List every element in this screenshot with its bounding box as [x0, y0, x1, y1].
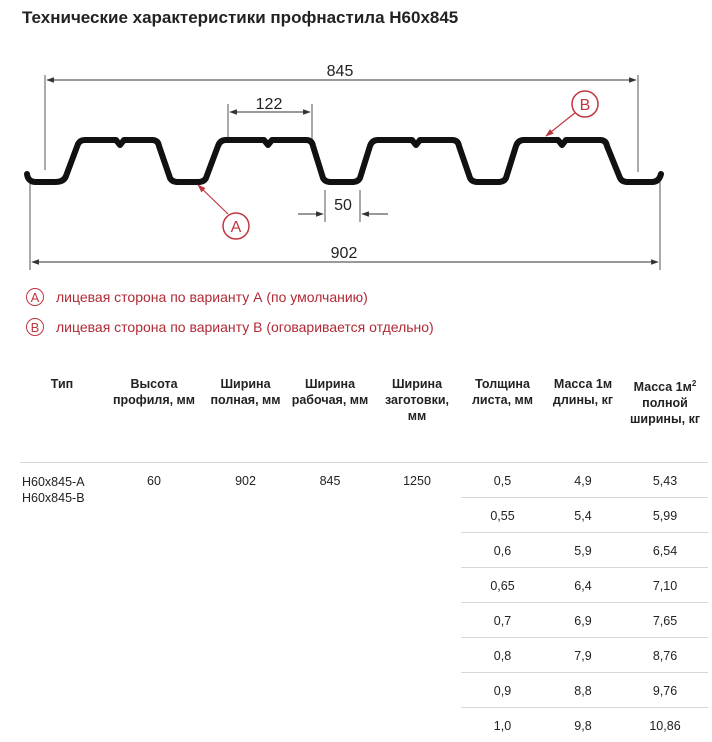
header-mass-area: Масса $1м^2$ полной ширины, кг — [622, 370, 708, 463]
header-mass-length: Масса 1м длины, кг — [544, 370, 622, 463]
table-header-row — [20, 370, 708, 463]
trapezoidal-profile — [27, 140, 661, 182]
cell-mass-length: 5,9 — [544, 533, 622, 568]
cell-thickness: 0,5 — [461, 463, 544, 498]
spec-table — [20, 370, 708, 742]
legend-marker-a: A — [26, 288, 44, 306]
cell-mass-area: 5,99 — [622, 498, 708, 533]
header-width-blank: Ширина заготовки, мм — [373, 370, 461, 463]
cell-mass-area: 7,10 — [622, 568, 708, 603]
legend-text-a: лицевая сторона по варианту А (по умолчанию) — [56, 289, 368, 305]
cell-mass-length: 9,8 — [544, 708, 622, 742]
cell-mass-area: 5,43 — [622, 463, 708, 498]
cell-mass-length: 6,4 — [544, 568, 622, 603]
table-row — [20, 463, 708, 498]
cell-width-work: 845 — [287, 463, 373, 742]
marker-a-label: A — [231, 219, 242, 236]
marker-a-leader — [198, 185, 228, 214]
cell-thickness: 0,6 — [461, 533, 544, 568]
legend-marker-b: B — [26, 318, 44, 336]
cell-mass-area: 9,76 — [622, 673, 708, 708]
cell-mass-length: 8,8 — [544, 673, 622, 708]
header-thickness: Толщина листа, мм — [461, 370, 544, 463]
cell-width-blank: 1250 — [373, 463, 461, 742]
cell-width-full: 902 — [204, 463, 287, 742]
header-width-full: Ширина полная, мм — [204, 370, 287, 463]
cell-type — [20, 463, 104, 742]
extension-lines — [30, 75, 660, 270]
cell-mass-area: 10,86 — [622, 708, 708, 742]
marker-b-label: B — [580, 97, 591, 114]
cell-mass-length: 7,9 — [544, 638, 622, 673]
cell-thickness: 0,65 — [461, 568, 544, 603]
header-type: Тип — [20, 370, 104, 463]
header-width-work: Ширина рабочая, мм — [287, 370, 373, 463]
legend-item-b — [26, 315, 434, 339]
header-height: Высота профиля, мм — [104, 370, 204, 463]
cell-mass-length: 4,9 — [544, 463, 622, 498]
dim-label-902: 902 — [331, 245, 358, 262]
cell-thickness: 0,55 — [461, 498, 544, 533]
dim-label-845: 845 — [327, 63, 354, 80]
legend-text-b: лицевая сторона по варианту В (оговаривается отдельно) — [56, 319, 434, 335]
type-b: Н60х845-В — [22, 490, 102, 506]
page-title: Технические характеристики профнастила Н60х845 — [22, 8, 458, 28]
cell-thickness: 0,9 — [461, 673, 544, 708]
marker-b-leader — [546, 112, 576, 136]
cell-thickness: 1,0 — [461, 708, 544, 742]
cell-mass-area: 7,65 — [622, 603, 708, 638]
type-a: Н60х845-А — [22, 474, 102, 490]
legend-item-a — [26, 285, 368, 309]
cell-mass-length: 5,4 — [544, 498, 622, 533]
cell-height: 60 — [104, 463, 204, 742]
dim-label-122: 122 — [256, 96, 283, 113]
cell-mass-length: 6,9 — [544, 603, 622, 638]
cell-mass-area: 8,76 — [622, 638, 708, 673]
cell-mass-area: 6,54 — [622, 533, 708, 568]
dim-label-50: 50 — [334, 197, 352, 214]
cell-thickness: 0,8 — [461, 638, 544, 673]
cell-thickness: 0,7 — [461, 603, 544, 638]
